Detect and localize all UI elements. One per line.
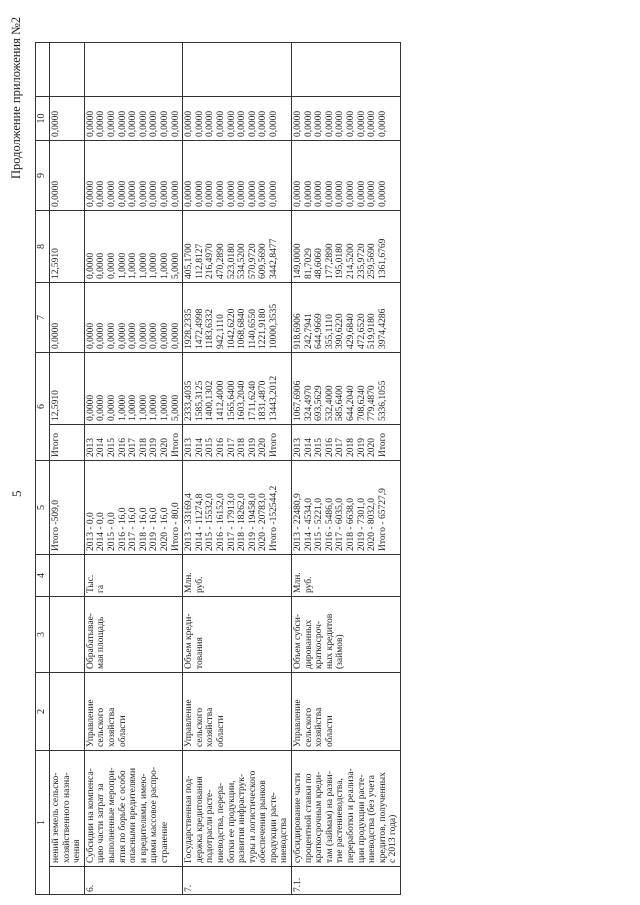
indicator: Обрабатывае- мая площадь (84, 597, 182, 673)
cell-extra (50, 43, 85, 97)
measure-name: Государственная под- держка кредитования подотрасли расте- ниеводства, перера- ботки ее продукции, развития инфраструк- туры и логистического обеспечения рынков продукции расте- ниеводства (183, 751, 292, 867)
table-row (84, 43, 182, 895)
col7-values: 918,6906 242,7941 644,9669 355,1110 390,6220 429,6840 472,6520 519,9180 3974,4286 (292, 283, 401, 353)
row-number: 6. (84, 867, 182, 895)
indicator: Объем субси- дированных краткосроч- ных кредитов (займов) (292, 597, 401, 673)
indicator-values: 2013 - 33169,4 2014 - 11274,8 2015 - 15532,0 2016 - 16152,0 2017 - 17913,0 2018 - 18262,0 2019 - 19458,0 2020 - 20783,0 Итого -152544,2 (183, 461, 292, 555)
cell-extra (183, 43, 292, 97)
cell-col5: Итого -509,0 (50, 461, 85, 555)
col9-values: 0,0000 0,0000 0,0000 0,0000 0,0000 0,0000 0,0000 0,0000 0,0000 (292, 141, 401, 211)
years-list: 2013 2014 2015 2016 2017 2018 2019 2020 Итого (183, 425, 292, 461)
unit: Тыс. га (84, 555, 182, 597)
cell-col6: 12,5910 (50, 353, 85, 425)
cell-col8: 12,5910 (50, 211, 85, 283)
col8-values: 149,0000 81,7029 48,6060 177,2890 195,0180 214,5200 235,9720 259,5690 1361,6769 (292, 211, 401, 283)
years-list: 2013 2014 2015 2016 2017 2018 2019 2020 Итого (84, 425, 182, 461)
row-number: 7. (183, 867, 292, 895)
col8-values: 405,1700 112,8127 216,4970 470,2890 523,0180 534,5200 570,9720 609,5690 3442,8477 (183, 211, 292, 283)
page-number: 5 (9, 490, 24, 497)
years-list: 2013 2014 2015 2016 2017 2018 2019 2020 Итого (292, 425, 401, 461)
col6-values: 2333,4035 1585,3125 1400,1302 1412,4000 1565,6400 1603,2040 1711,6240 1831,4870 13443,2012 (183, 353, 292, 425)
col6-values: 1067,6906 324,4970 693,5629 532,4000 585,6400 644,2040 708,6240 779,4870 5336,1055 (292, 353, 401, 425)
cell-no (50, 867, 85, 895)
measure-name: субсидирование части процентной ставки по краткосрочным креди- там (займам) на разви- тие растениеводства, переработки и реализа- ции продукции расте- ниеводства (без учета кредитов, полученных с 2013 года) (292, 751, 401, 867)
col9-values: 0,0000 0,0000 0,0000 0,0000 0,0000 0,0000 0,0000 0,0000 0,0000 (183, 141, 292, 211)
indicator: Объем креди- тования (183, 597, 292, 673)
header-col-7: 7 (36, 283, 50, 353)
cell-col9: 0,0000 (50, 141, 85, 211)
cell-unit (50, 555, 85, 597)
executor: Управление сельского хозяйства области (84, 673, 182, 751)
cell-year-label: Итого (50, 425, 85, 461)
cell-indicator (50, 597, 85, 673)
cell-col10: 0,0000 (50, 97, 85, 141)
header-col-3: 3 (36, 597, 50, 673)
cell-extra (84, 43, 182, 97)
header-col-2: 2 (36, 673, 50, 751)
col10-values: 0,0000 0,0000 0,0000 0,0000 0,0000 0,0000 0,0000 0,0000 0,0000 (292, 97, 401, 141)
header-col-10: 10 (36, 97, 50, 141)
cell-extra (292, 43, 401, 97)
col10-values: 0,0000 0,0000 0,0000 0,0000 0,0000 0,0000 0,0000 0,0000 0,0000 (183, 97, 292, 141)
table-row (292, 43, 401, 895)
col10-values: 0,0000 0,0000 0,0000 0,0000 0,0000 0,0000 0,0000 0,0000 0,0000 (84, 97, 182, 141)
header-col-1: 1 (36, 751, 50, 895)
header-col-8: 8 (36, 211, 50, 283)
col6-values: 0,0000 0,0000 0,0000 1,0000 1,0000 1,0000 1,0000 1,0000 5,0000 (84, 353, 182, 425)
column-number-row (36, 43, 50, 895)
table-row (183, 43, 292, 895)
indicator-values: 2013 - 22480,9 2014 - 4534,0 2015 - 5221,0 2016 - 5486,0 2017 - 6035,0 2018 - 6638,0 2019 - 7301,0 2020 - 8032,0 Итого - 65727,9 (292, 461, 401, 555)
indicator-values: 2013 - 0,0 2014 - 0,0 2015 - 0,0 2016 - 16,0 2017 - 16,0 2018 - 16,0 2019 - 16,0 2020 - 16,0 Итого - 80,0 (84, 461, 182, 555)
appendix-label: Продолжение приложения №2 (9, 16, 23, 179)
header-col-5: 5 (36, 461, 50, 555)
row-number: 7.1. (292, 867, 401, 895)
cell-name: нений земель сельско- хозяйственного назна- чения (50, 751, 85, 867)
header-col-9: 9 (36, 141, 50, 211)
program-table (35, 42, 401, 895)
header-col-extra (36, 43, 50, 97)
cell-executor (50, 673, 85, 751)
col7-values: 0,0000 0,0000 0,0000 0,0000 0,0000 0,0000 0,0000 0,0000 0,0000 (84, 283, 182, 353)
header-col-4: 4 (36, 555, 50, 597)
executor: Управление сельского хозяйства области (183, 673, 292, 751)
unit: Млн. руб. (183, 555, 292, 597)
measure-name: Субсидии на компенса- цию части затрат за выполненные меропри- ятия по борьбе с особо опасными вредителями и вредителями, имею- щими массовое распро- странение (84, 751, 182, 867)
col8-values: 0,0000 0,0000 0,0000 1,0000 1,0000 1,0000 1,0000 1,0000 5,0000 (84, 211, 182, 283)
cell-col7: 0,0000 (50, 283, 85, 353)
unit: Млн. руб. (292, 555, 401, 597)
header-col-6: 6 (36, 353, 50, 461)
col7-values: 1928,2335 1472,4998 1183,6332 942,1110 1042,6220 1068,6840 1140,6550 1221,9180 10000,3535 (183, 283, 292, 353)
col9-values: 0,0000 0,0000 0,0000 0,0000 0,0000 0,0000 0,0000 0,0000 0,0000 (84, 141, 182, 211)
continuation-row (50, 43, 85, 895)
executor: Управление сельского хозяйства области (292, 673, 401, 751)
